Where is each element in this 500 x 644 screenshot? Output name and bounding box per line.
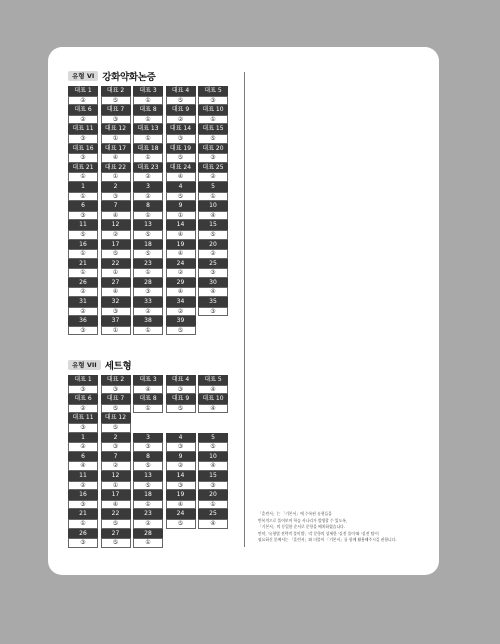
answer-cell: ③	[198, 96, 228, 106]
answer-row	[68, 287, 231, 297]
question-number-row	[68, 182, 231, 192]
answer-row	[68, 326, 231, 336]
question-number-cell: 대표 9	[166, 394, 196, 404]
question-number-cell: 17	[101, 240, 131, 250]
answer-row	[68, 500, 231, 510]
answer-cell: ③	[68, 326, 98, 336]
answer-cell: ①	[133, 96, 163, 106]
answer-row	[68, 385, 231, 395]
answer-cell: ⑤	[101, 96, 131, 106]
answer-cell: ③	[133, 442, 163, 452]
answer-cell: ①	[101, 172, 131, 182]
answer-row	[68, 307, 231, 317]
question-number-cell: 26	[68, 278, 98, 288]
section-header	[68, 69, 231, 83]
answer-cell: ①	[68, 172, 98, 182]
answer-cell: ⑤	[133, 249, 163, 259]
question-number-cell: 20	[198, 240, 228, 250]
question-number-cell: 대표 15	[198, 124, 228, 134]
question-number-cell: 대표 4	[166, 375, 196, 385]
question-number-cell: 4	[166, 182, 196, 192]
answer-row	[68, 404, 231, 414]
question-number-cell: 6	[68, 201, 98, 211]
answer-row	[68, 268, 231, 278]
question-number-cell: 18	[133, 490, 163, 500]
question-number-cell: 34	[166, 297, 196, 307]
answer-cell: ①	[133, 326, 163, 336]
answer-cell: ②	[68, 404, 98, 414]
question-number-cell: 대표 14	[166, 124, 196, 134]
question-number-cell: 대표 6	[68, 105, 98, 115]
question-number-cell: 대표 13	[133, 124, 163, 134]
answer-cell: ④	[198, 404, 228, 414]
answer-grid	[68, 375, 231, 548]
answer-cell: ⑤	[101, 519, 131, 529]
answer-cell: ⑤	[133, 481, 163, 491]
answer-row	[68, 442, 231, 452]
question-number-row	[68, 471, 231, 481]
question-number-cell: 대표 1	[68, 86, 98, 96]
section-tag: 유형 VI	[68, 71, 98, 81]
answer-cell: ④	[166, 500, 196, 510]
answer-cell: ②	[68, 307, 98, 317]
question-number-cell: 9	[166, 452, 196, 462]
question-number-cell: 11	[68, 471, 98, 481]
question-number-cell: 5	[198, 433, 228, 443]
question-number-cell: 대표 17	[101, 144, 131, 154]
question-number-row	[68, 220, 231, 230]
question-number-cell: 10	[198, 452, 228, 462]
answer-cell: ③	[133, 287, 163, 297]
answer-cell: ②	[133, 172, 163, 182]
answer-cell: ⑤	[101, 249, 131, 259]
answer-cell: ③	[68, 500, 98, 510]
question-number-cell: 대표 25	[198, 163, 228, 173]
question-number-row	[68, 124, 231, 134]
answer-cell: ①	[68, 268, 98, 278]
question-number-cell: 10	[198, 201, 228, 211]
answer-cell: ②	[133, 307, 163, 317]
answer-row	[68, 230, 231, 240]
answer-cell: ③	[166, 481, 196, 491]
question-number-cell: 대표 24	[166, 163, 196, 173]
answer-row	[68, 538, 231, 548]
question-number-cell: 20	[198, 490, 228, 500]
question-number-cell: 대표 16	[68, 144, 98, 154]
question-number-row	[68, 490, 231, 500]
question-number-cell: 14	[166, 220, 196, 230]
answer-cell: ⑤	[166, 404, 196, 414]
answer-cell: ①	[133, 134, 163, 144]
answer-cell: ③	[68, 385, 98, 395]
section-title: 강화약화논증	[102, 72, 156, 83]
answer-cell: ④	[198, 385, 228, 395]
question-number-cell: 8	[133, 201, 163, 211]
question-number-cell: 14	[166, 471, 196, 481]
question-number-cell: 27	[101, 529, 131, 539]
answer-cell: ⑤	[198, 442, 228, 452]
question-number-cell: 대표 20	[198, 144, 228, 154]
answer-row	[68, 249, 231, 259]
question-number-cell: 대표 7	[101, 394, 131, 404]
answer-cell: ②	[101, 461, 131, 471]
answer-row	[68, 153, 231, 163]
question-number-cell: 대표 11	[68, 124, 98, 134]
answer-cell: ②	[68, 96, 98, 106]
section-type-7	[68, 358, 231, 548]
question-number-cell: 21	[68, 259, 98, 269]
answer-cell: ④	[198, 461, 228, 471]
answer-cell: ⑤	[166, 192, 196, 202]
answer-row	[68, 96, 231, 106]
question-number-cell: 대표 18	[133, 144, 163, 154]
answer-cell: ③	[68, 211, 98, 221]
answer-cell: ④	[166, 172, 196, 182]
answer-cell: ②	[133, 519, 163, 529]
answer-cell: ①	[133, 153, 163, 163]
answer-row	[68, 211, 231, 221]
question-number-cell: 7	[101, 201, 131, 211]
answer-cell: ⑤	[166, 96, 196, 106]
answer-cell: ⑤	[101, 538, 131, 548]
question-number-cell: 대표 19	[166, 144, 196, 154]
question-number-cell: 대표 3	[133, 86, 163, 96]
answer-cell: ③	[198, 307, 228, 317]
question-number-cell: 29	[166, 278, 196, 288]
answer-row	[68, 423, 231, 433]
answer-cell: ①	[133, 211, 163, 221]
answer-cell: ④	[101, 500, 131, 510]
question-number-cell: 6	[68, 452, 98, 462]
question-number-cell: 27	[101, 278, 131, 288]
question-number-cell: 37	[101, 316, 131, 326]
question-number-cell: 대표 6	[68, 394, 98, 404]
question-number-cell: 대표 12	[101, 124, 131, 134]
answer-cell: ⑤	[166, 519, 196, 529]
answer-cell: ①	[198, 115, 228, 125]
answer-cell: ①	[198, 500, 228, 510]
answer-cell: ①	[101, 326, 131, 336]
note-line: 「훈련서」는 「기본서」에 수록된 유형들을	[258, 511, 332, 516]
question-number-cell: 15	[198, 471, 228, 481]
answer-cell: ④	[101, 287, 131, 297]
question-number-cell: 35	[198, 297, 228, 307]
section-type-6	[68, 69, 231, 335]
answer-cell: ④	[166, 249, 196, 259]
question-number-row	[68, 394, 231, 404]
question-number-cell: 7	[101, 452, 131, 462]
answer-cell: ③	[68, 153, 98, 163]
answer-cell: ①	[68, 192, 98, 202]
question-number-cell: 25	[198, 509, 228, 519]
answer-cell: ④	[133, 385, 163, 395]
answer-cell: ④	[198, 519, 228, 529]
answer-cell: ⑤	[198, 230, 228, 240]
question-number-cell: 대표 4	[166, 86, 196, 96]
answer-cell: ②	[198, 172, 228, 182]
question-number-row	[68, 163, 231, 173]
question-number-cell: 대표 23	[133, 163, 163, 173]
question-number-cell: 1	[68, 182, 98, 192]
question-number-row	[68, 413, 231, 423]
answer-cell: ②	[68, 115, 98, 125]
question-number-cell: 19	[166, 490, 196, 500]
answer-cell: ①	[101, 134, 131, 144]
question-number-cell: 4	[166, 433, 196, 443]
answer-cell: ③	[198, 153, 228, 163]
answer-cell: ④	[198, 287, 228, 297]
question-number-cell: 28	[133, 278, 163, 288]
question-number-cell: 23	[133, 509, 163, 519]
answer-cell: ⑤	[101, 404, 131, 414]
question-number-cell: 36	[68, 316, 98, 326]
question-number-cell: 38	[133, 316, 163, 326]
answer-cell: ②	[166, 268, 196, 278]
question-number-cell: 대표 5	[198, 86, 228, 96]
question-number-cell: 15	[198, 220, 228, 230]
answer-cell: ①	[133, 500, 163, 510]
question-number-cell: 대표 11	[68, 413, 98, 423]
answer-cell: ②	[101, 230, 131, 240]
answer-cell: ②	[68, 287, 98, 297]
answer-cell: ③	[166, 442, 196, 452]
question-number-cell: 대표 9	[166, 105, 196, 115]
question-number-row	[68, 278, 231, 288]
answer-cell: ③	[101, 442, 131, 452]
question-number-cell: 13	[133, 471, 163, 481]
question-number-cell: 대표 1	[68, 375, 98, 385]
question-number-row	[68, 144, 231, 154]
question-number-cell: 17	[101, 490, 131, 500]
question-number-row	[68, 240, 231, 250]
answer-cell: ①	[133, 268, 163, 278]
question-number-cell: 대표 3	[133, 375, 163, 385]
answer-cell: ①	[133, 538, 163, 548]
usage-note	[258, 511, 428, 544]
section-tag: 유형 VII	[68, 360, 101, 370]
answer-cell: ②	[68, 481, 98, 491]
question-number-cell: 28	[133, 529, 163, 539]
question-number-cell: 19	[166, 240, 196, 250]
question-number-cell: 대표 7	[101, 105, 131, 115]
question-number-row	[68, 316, 231, 326]
note-line: 반복적으로 풀어보며 학습 사나리가 발생할 수 있도록,	[258, 517, 348, 523]
question-number-cell: 2	[101, 182, 131, 192]
answer-row	[68, 519, 231, 529]
answer-cell: ②	[133, 192, 163, 202]
answer-cell: ②	[166, 461, 196, 471]
section-header	[68, 358, 231, 372]
question-number-row	[68, 201, 231, 211]
answer-cell: ②	[166, 307, 196, 317]
answer-cell: ⑤	[133, 230, 163, 240]
question-number-cell: 12	[101, 471, 131, 481]
question-number-row	[68, 86, 231, 96]
answer-cell: ④	[166, 230, 196, 240]
answer-cell: ③	[101, 385, 131, 395]
question-number-cell: 대표 10	[198, 394, 228, 404]
question-number-cell: 22	[101, 259, 131, 269]
question-number-row	[68, 529, 231, 539]
question-number-cell: 30	[198, 278, 228, 288]
answer-cell: ④	[198, 211, 228, 221]
answer-row	[68, 172, 231, 182]
question-number-cell: 3	[133, 182, 163, 192]
answer-cell: ⑤	[198, 134, 228, 144]
question-number-cell: 21	[68, 509, 98, 519]
answer-cell: ②	[68, 442, 98, 452]
answer-cell: ③	[198, 481, 228, 491]
answer-cell: ③	[68, 423, 98, 433]
question-number-cell: 대표 12	[101, 413, 131, 423]
answer-cell: ⑤	[166, 153, 196, 163]
answer-cell: ④	[101, 153, 131, 163]
answer-cell: ④	[101, 211, 131, 221]
question-number-cell: 대표 10	[198, 105, 228, 115]
question-number-cell: 대표 2	[101, 86, 131, 96]
answer-row	[68, 134, 231, 144]
question-number-cell: 대표 8	[133, 394, 163, 404]
question-number-row	[68, 297, 231, 307]
answer-cell: ③	[101, 115, 131, 125]
question-number-cell: 26	[68, 529, 98, 539]
answer-cell: ②	[166, 115, 196, 125]
question-number-row	[68, 433, 231, 443]
question-number-row	[68, 509, 231, 519]
answer-cell: ③	[68, 538, 98, 548]
question-number-cell: 32	[101, 297, 131, 307]
answer-cell: ④	[166, 287, 196, 297]
question-number-cell: 31	[68, 297, 98, 307]
answer-cell: ①	[101, 268, 131, 278]
answer-row	[68, 192, 231, 202]
answer-cell: ②	[198, 249, 228, 259]
answer-cell: ③	[101, 192, 131, 202]
answer-cell: ③	[68, 134, 98, 144]
answer-cell: ③	[198, 268, 228, 278]
answer-cell: ①	[133, 404, 163, 414]
answer-row	[68, 461, 231, 471]
answer-cell: ①	[198, 192, 228, 202]
question-number-cell: 18	[133, 240, 163, 250]
answer-cell: ⑤	[133, 461, 163, 471]
answer-cell: ①	[166, 211, 196, 221]
question-number-cell: 9	[166, 201, 196, 211]
answer-cell: ③	[101, 307, 131, 317]
question-number-cell: 대표 22	[101, 163, 131, 173]
column-divider	[244, 72, 245, 547]
question-number-row	[68, 375, 231, 385]
question-number-cell: 3	[133, 433, 163, 443]
question-number-cell: 16	[68, 490, 98, 500]
question-number-cell: 25	[198, 259, 228, 269]
answer-row	[68, 115, 231, 125]
note-line: 필요하신 분께서는 「훈련서」와 더불어 「기본서」를 함께 활용해주시길 권합니다.	[258, 537, 397, 542]
question-number-cell: 2	[101, 433, 131, 443]
question-number-cell: 23	[133, 259, 163, 269]
question-number-cell: 13	[133, 220, 163, 230]
answer-cell: ⑤	[68, 230, 98, 240]
question-number-cell: 대표 8	[133, 105, 163, 115]
question-number-cell: 대표 5	[198, 375, 228, 385]
answer-cell: ④	[68, 461, 98, 471]
note-line: 「기본서」의 동일한 순서로 문항을 배치하였습니다.	[258, 524, 345, 529]
answer-cell: ①	[133, 115, 163, 125]
question-number-row	[68, 105, 231, 115]
question-number-cell: 39	[166, 316, 196, 326]
question-number-cell: 5	[198, 182, 228, 192]
question-number-cell: 24	[166, 259, 196, 269]
question-number-cell: 8	[133, 452, 163, 462]
question-number-cell: 대표 21	[68, 163, 98, 173]
answer-cell: ③	[166, 134, 196, 144]
answer-cell: ③	[166, 385, 196, 395]
answer-cell: ①	[68, 249, 98, 259]
answer-cell: ①	[68, 519, 98, 529]
question-number-cell: 대표 2	[101, 375, 131, 385]
answer-grid	[68, 86, 231, 335]
answer-cell: ①	[101, 481, 131, 491]
question-number-row	[68, 259, 231, 269]
question-number-row	[68, 452, 231, 462]
answer-cell: ⑤	[166, 326, 196, 336]
question-number-cell: 1	[68, 433, 98, 443]
question-number-cell: 22	[101, 509, 131, 519]
question-number-cell: 24	[166, 509, 196, 519]
section-title: 세트형	[104, 361, 132, 372]
question-number-cell: 12	[101, 220, 131, 230]
question-number-cell: 33	[133, 297, 163, 307]
question-number-cell: 11	[68, 220, 98, 230]
note-line: 만약, '유형별 전략적 풀이법', '각 문항의 상세한 '실전 풀이'와 '실전 팁'이	[258, 530, 379, 536]
question-number-cell: 16	[68, 240, 98, 250]
answer-cell: ⑤	[101, 423, 131, 433]
answer-row	[68, 481, 231, 491]
